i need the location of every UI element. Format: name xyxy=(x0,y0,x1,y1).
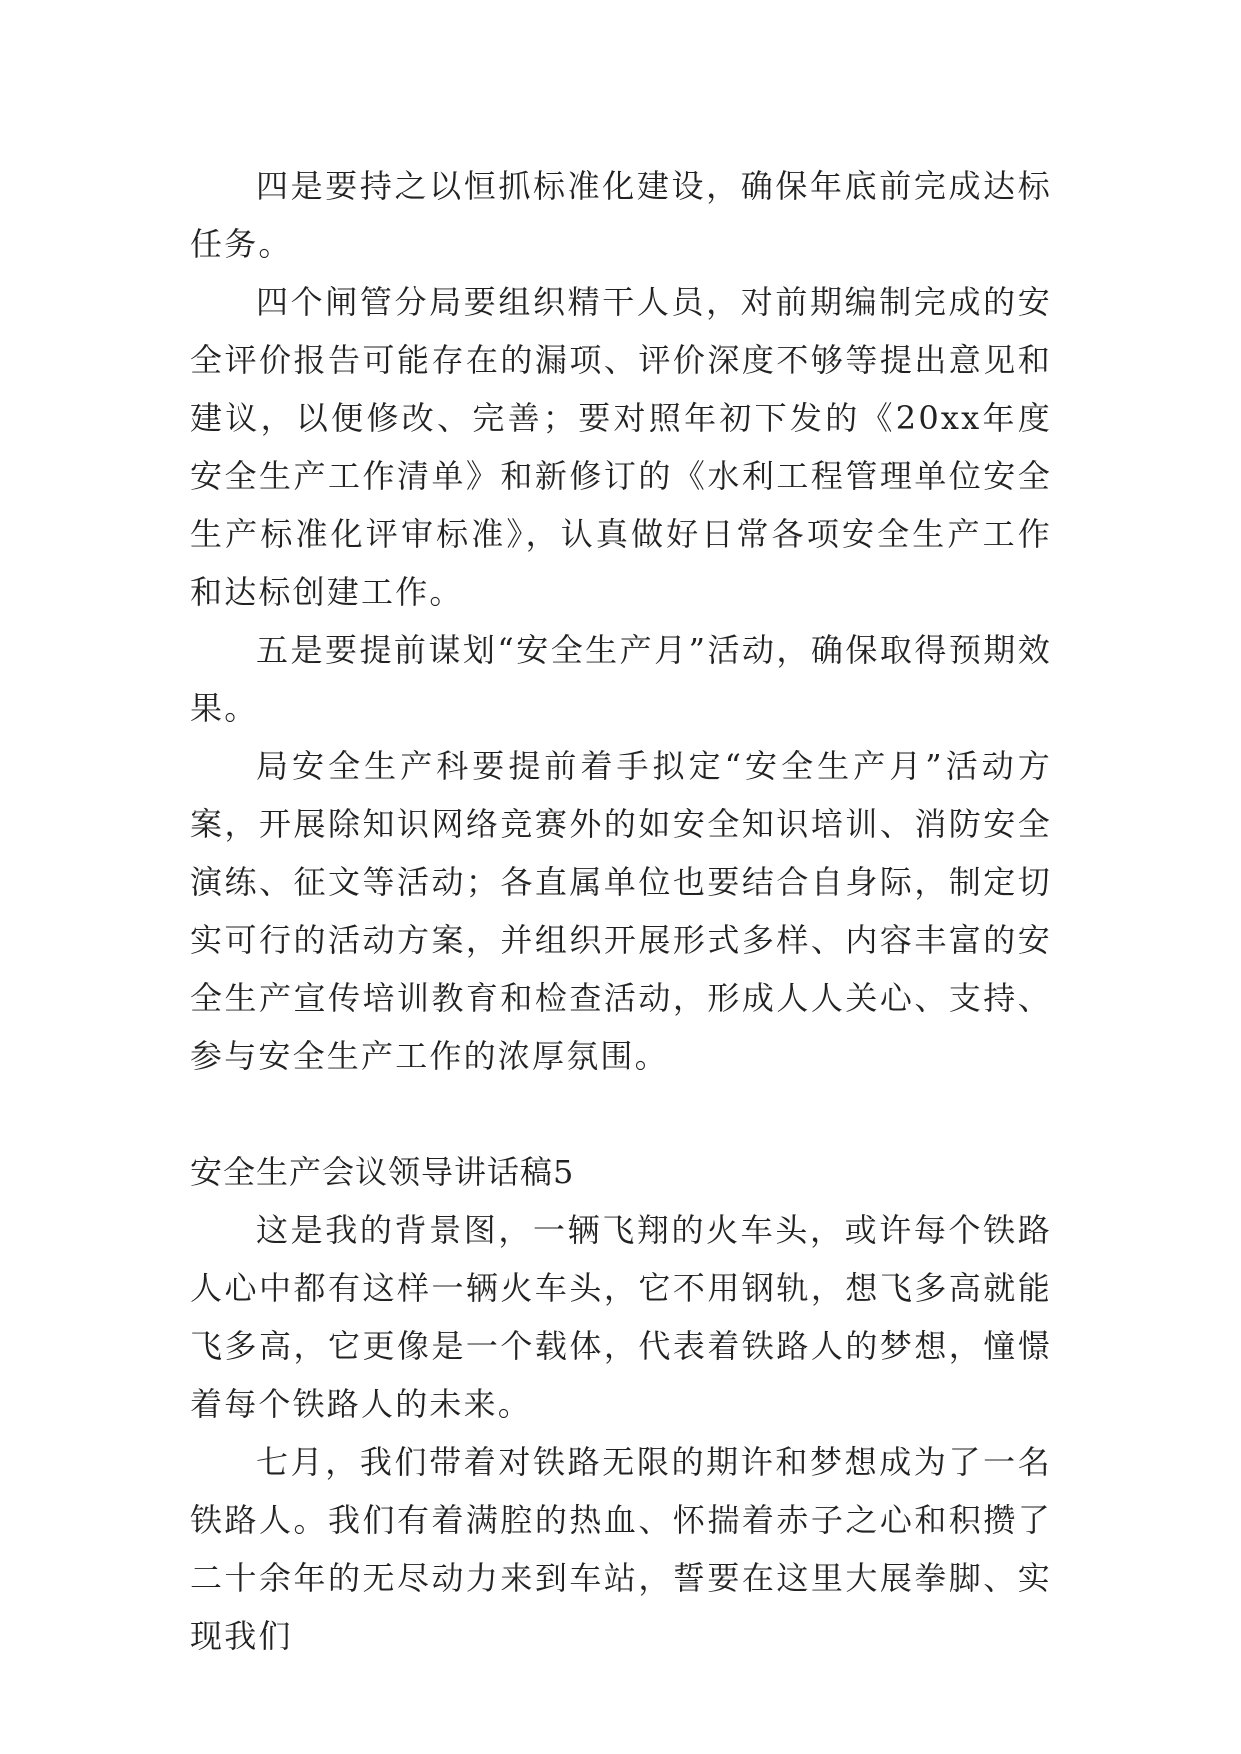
paragraph: 局安全生产科要提前着手拟定“安全生产月”活动方案，开展除知识网络竞赛外的如安全知识培训、消防安全演练、征文等活动；各直属单位也要结合自身际，制定切实可行的活动方案，并组织开展形式多样、内容丰富的安全生产宣传培训教育和检查活动，形成人人关心、支持、参与安全生产工作的浓厚氛围。 xyxy=(190,747,1052,1075)
paragraph: 四是要持之以恒抓标准化建设，确保年底前完成达标任务。 xyxy=(190,167,1052,263)
document-body xyxy=(190,157,1052,1665)
paragraph: 四个闸管分局要组织精干人员，对前期编制完成的安全评价报告可能存在的漏项、评价深度不够等提出意见和建议，以便修改、完善；要对照年初下发的《20xx年度安全生产工作清单》和新修订的《水利工程管理单位安全生产标准化评审标准》，认真做好日常各项安全生产工作和达标创建工作。 xyxy=(190,283,1052,611)
paragraph: 七月，我们带着对铁路无限的期许和梦想成为了一名铁路人。我们有着满腔的热血、怀揣着赤子之心和积攒了二十余年的无尽动力来到车站，誓要在这里大展拳脚、实现我们 xyxy=(190,1443,1052,1655)
paragraph: 这是我的背景图，一辆飞翔的火车头，或许每个铁路人心中都有这样一辆火车头，它不用钢轨，想飞多高就能飞多高，它更像是一个载体，代表着铁路人的梦想，憧憬着每个铁路人的未来。 xyxy=(190,1211,1052,1423)
section-title: 安全生产会议领导讲话稿5 xyxy=(190,1153,575,1191)
paragraph: 五是要提前谋划“安全生产月”活动，确保取得预期效果。 xyxy=(190,631,1052,727)
